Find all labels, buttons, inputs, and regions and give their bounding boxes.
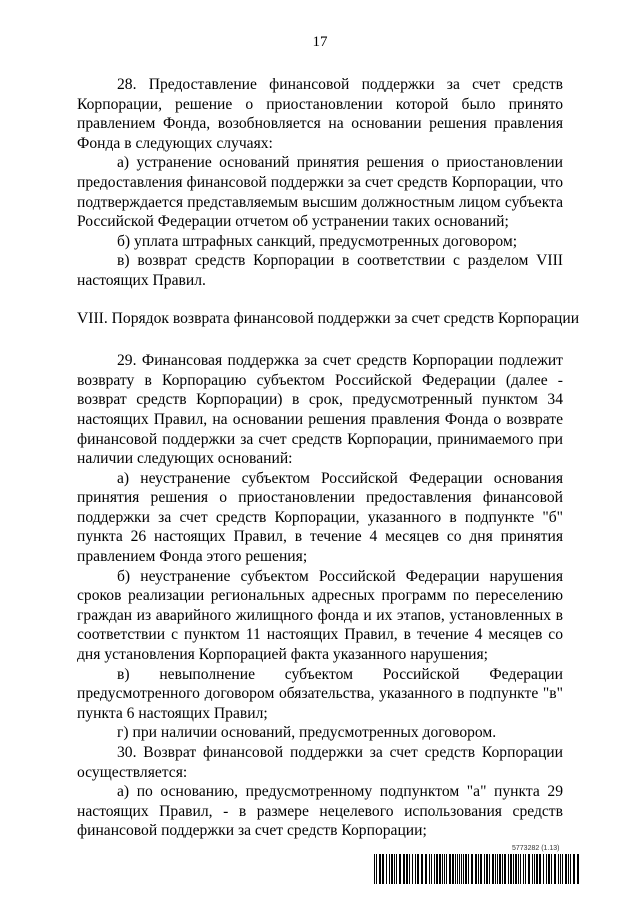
paragraph-30: 30. Возврат финансовой поддержки за счет средств Корпорации осуществляется:: [77, 744, 563, 781]
paragraph-28-v: в) возврат средств Корпорации в соответствии с разделом VIII настоящих Правил.: [77, 252, 563, 289]
document-body: [77, 75, 580, 841]
paragraph-29-a: а) неустранение субъектом Российской Федерации основания принятия решения о приостановлении предоставления финансовой поддержки за счет средств Корпорации, указанного в подпункте "б" пункта 26 настоящих Правил, в течение 4 месяцев со дня принятия правлением Фонда этого решения;: [77, 469, 563, 566]
paragraph-29-g: г) при наличии оснований, предусмотренных договором.: [117, 724, 497, 742]
barcode-icon: [374, 854, 580, 884]
section-heading: VIII. Порядок возврата финансовой поддержки за счет средств Корпорации: [77, 309, 580, 327]
paragraph-28: 28. Предоставление финансовой поддержки за счет средств Корпорации, решение о приостановлении которой было принято правлением Фонда, возобновляется на основании решения правления Фонда в следующих случаях:: [77, 76, 563, 152]
paragraph-29: 29. Финансовая поддержка за счет средств Корпорации подлежит возврату в Корпорацию субъектом Российской Федерации (далее - возврат средств Корпорации) в срок, предусмотренный пунктом 34 настоящих Правил, на основании решения правления Фонда о возврате финансовой поддержки за счет средств Корпорации, принимаемого при наличии следующих оснований:: [77, 352, 563, 468]
paragraph-29-v: в) невыполнение субъектом Российской Федерации предусмотренного договором обязательства, указанного в подпункте "в" пункта 6 настоящих Правил;: [77, 665, 563, 722]
document-id: 5773282 (1.13): [512, 845, 560, 852]
paragraph-30-a: а) по основанию, предусмотренному подпунктом "а" пункта 29 настоящих Правил, - в размере нецелевого использования средств финансовой поддержки за счет средств Корпорации;: [77, 783, 563, 840]
paragraph-29-b: б) неустранение субъектом Российской Федерации нарушения сроков реализации региональных адресных программ по переселению граждан из аварийного жилищного фонда и их этапов, установленных в соответствии с пунктом 11 настоящих Правил, в течение 4 месяцев со дня установления Корпорацией факта указанного нарушения;: [77, 567, 563, 664]
paragraph-28-a: а) устранение оснований принятия решения о приостановлении предоставления финансовой поддержки за счет средств Корпорации, что подтверждается представляемым высшим должностным лицом субъекта Российской Федерации отчетом об устранении таких оснований;: [77, 154, 563, 231]
page-number: 17: [312, 34, 328, 50]
paragraph-28-b: б) уплата штрафных санкций, предусмотренных договором;: [117, 232, 518, 250]
